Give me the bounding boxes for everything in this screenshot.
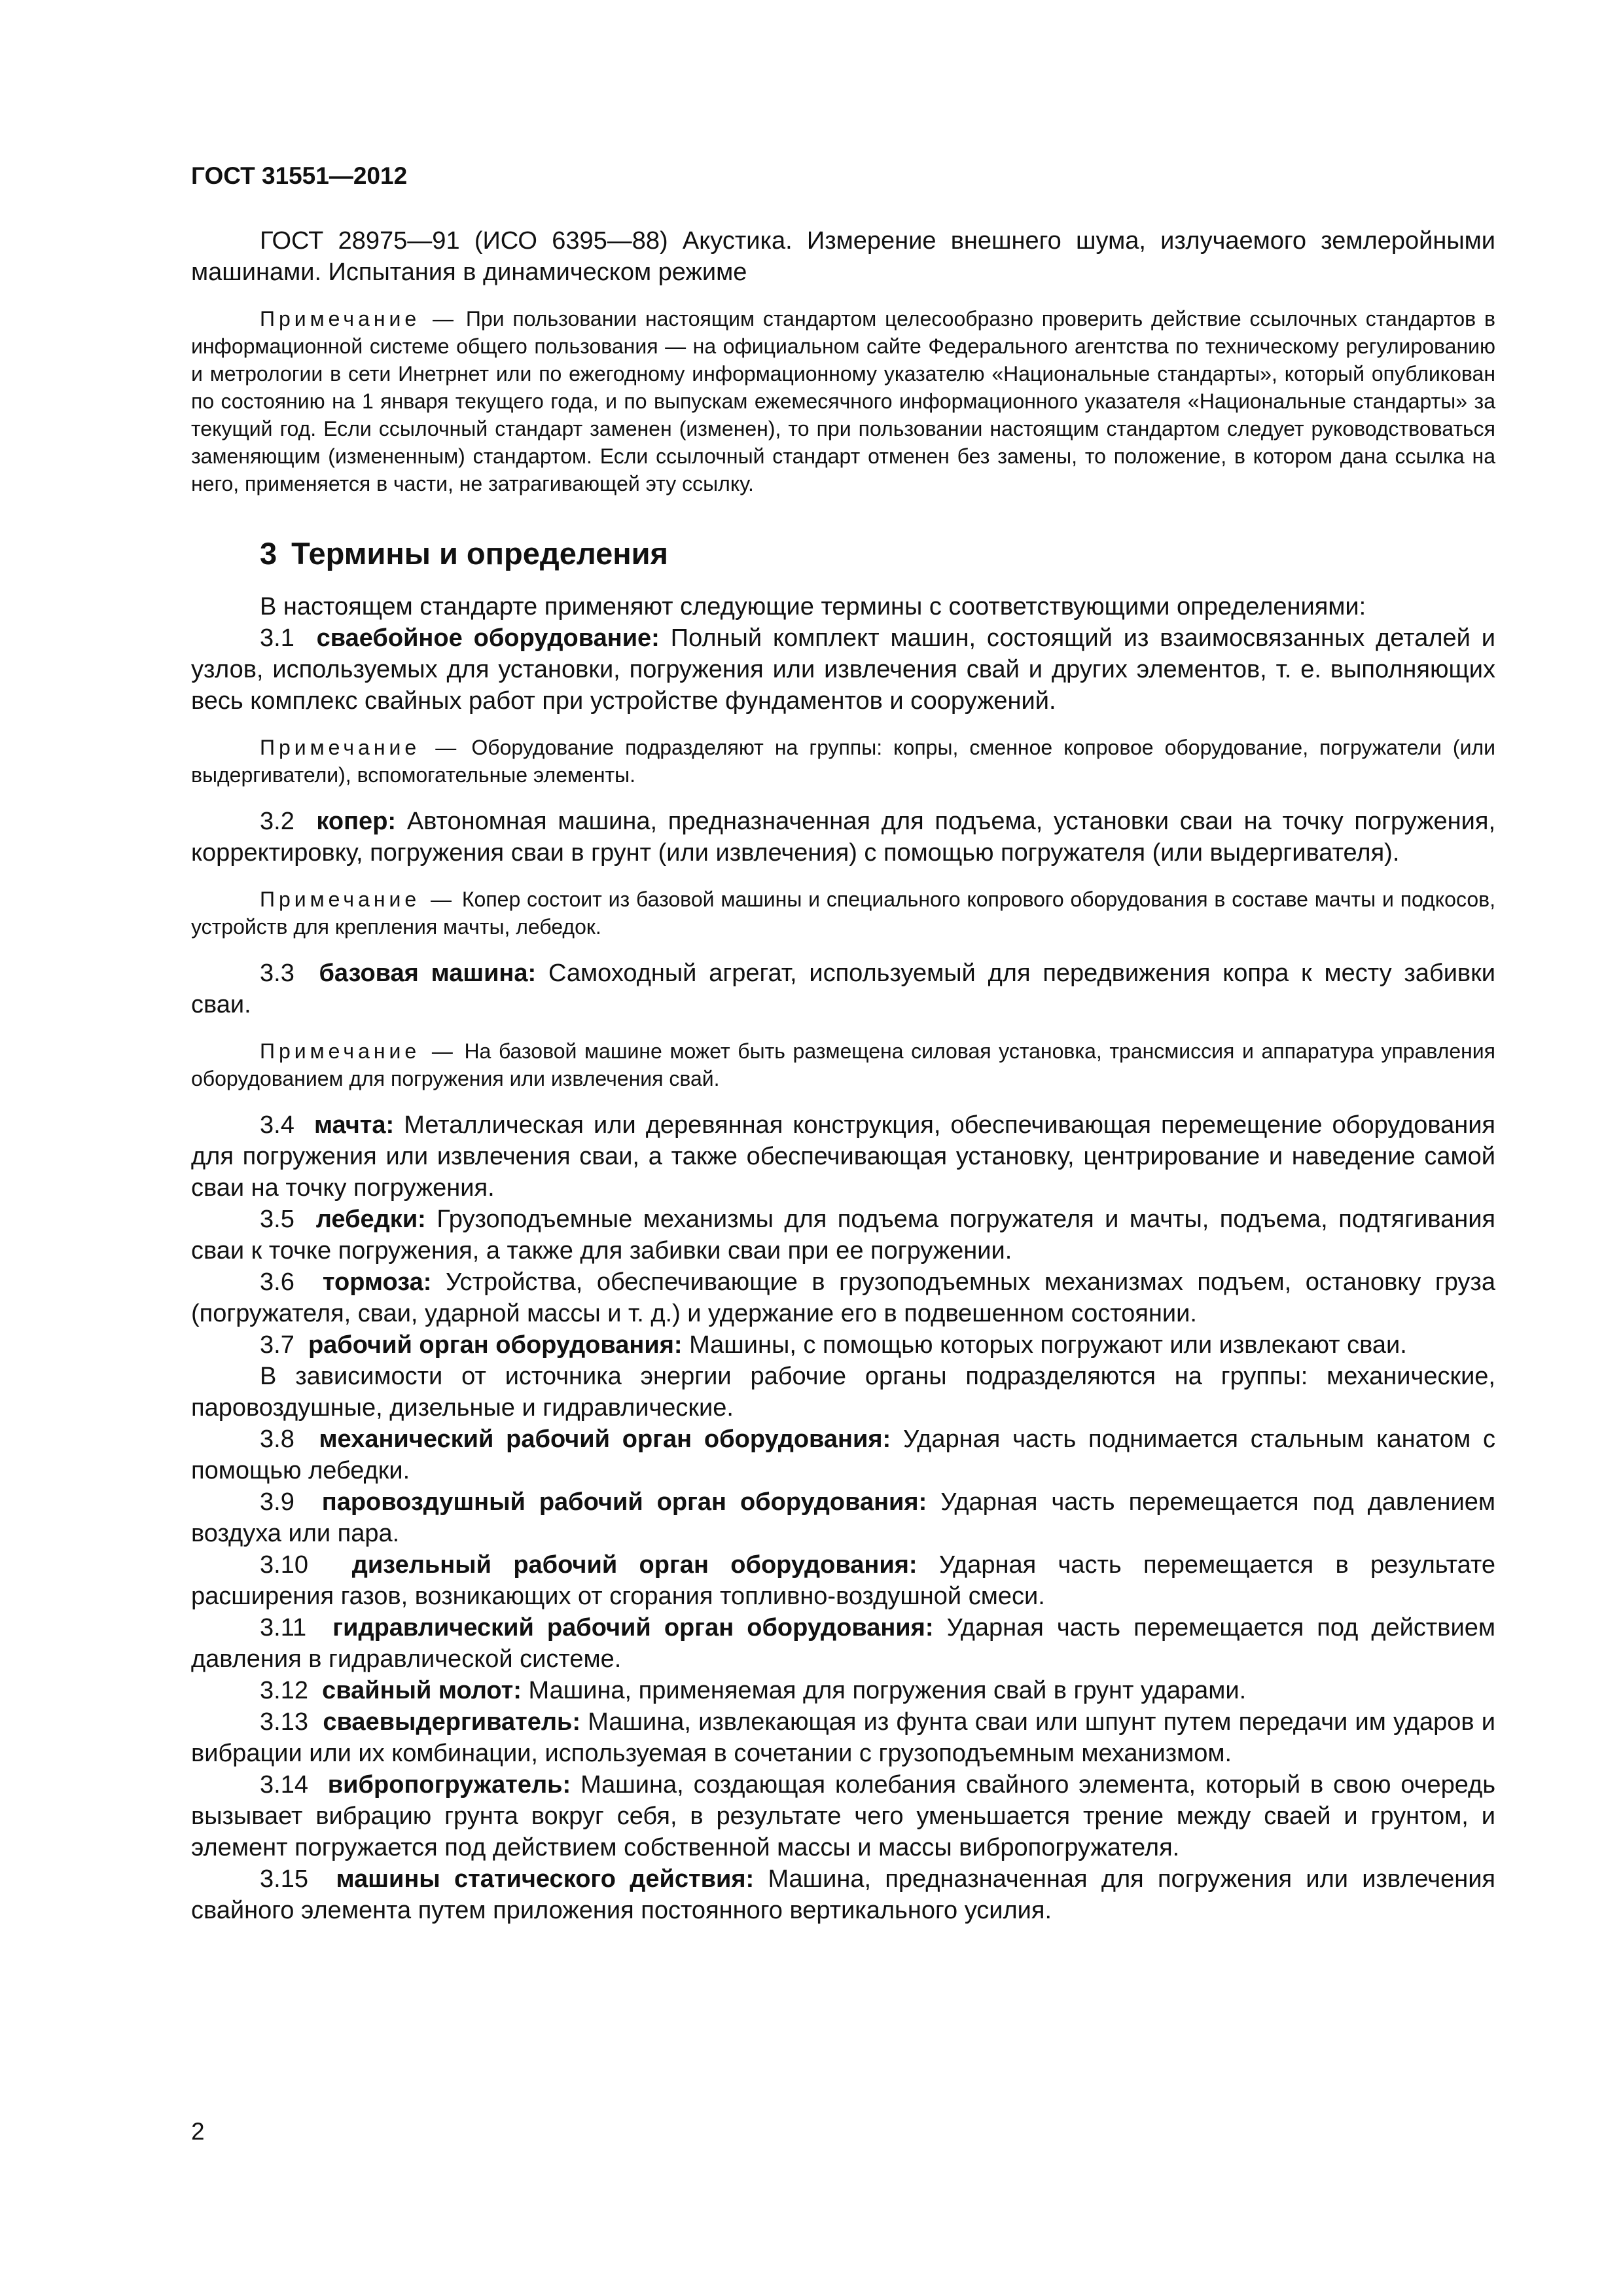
- term-3-7-groups: В зависимости от источника энергии рабочие органы подразделяются на группы: механические, паровоздушные, дизельные и гидравлические.: [191, 1363, 1495, 1422]
- note-text: При пользовании настоящим стандартом целесообразно проверить действие ссылочных стандартов в информационной системе общего пользования — на официальном сайте Федерального агентства по техническому регулированию и метрологии в сети Инетрнет или по ежегодному информационному указателю «Национальные стандарты», который опубликован по состоянию на 1 января текущего года, и по выпускам ежемесячного информационного указателя «Национальные стандарты» за текущий год. Если ссылочный стандарт заменен (изменен), то при пользовании настоящим стандартом следует руководствоваться заменяющим (измененным) стандартом. Если ссылочный стандарт отменен без замены, то положение, в котором дана ссылка на него, применяется в части, не затрагивающей эту ссылку.: [191, 307, 1495, 495]
- term-number: 3.10: [260, 1551, 308, 1579]
- term-3-14: [191, 1769, 1495, 1863]
- note-label: Примечание —: [260, 307, 458, 331]
- term-definition: Машина, создающая колебания свайного элемента, который в свою очередь вызывает вибрацию грунта вокруг себя, в результате чего уменьшается трение между сваей и грунтом, и элемент погружается под действием собственной массы и массы вибропогружателя.: [191, 1771, 1496, 1861]
- term-number: 3.8: [260, 1426, 294, 1453]
- term-definition: Металлическая или деревянная конструкция, обеспечивающая перемещение оборудования для погружения или извлечения сваи, а также обеспечивающая установку, центрирование и наведение самой сваи на точку погружения.: [191, 1111, 1496, 1202]
- term-3-12: [191, 1675, 1495, 1706]
- term-name: машины статического действия:: [336, 1865, 755, 1893]
- section-heading: [260, 535, 1495, 571]
- section-intro: В настоящем стандарте применяют следующие термины с соответствующими определениями:: [260, 593, 1366, 620]
- note-3-1: [191, 734, 1495, 789]
- term-number: 3.4: [260, 1111, 294, 1139]
- term-number: 3.13: [260, 1708, 308, 1736]
- term-definition: Машина, извлекающая из фунта сваи или шпунт путем передачи им ударов и вибрации или их комбинации, используемая в сочетании с грузоподъемным механизмом.: [191, 1708, 1495, 1767]
- term-name: дизельный рабочий орган оборудования:: [351, 1551, 918, 1579]
- note-text: На базовой машине может быть размещена силовая установка, трансмиссия и аппаратура управления оборудованием для погружения или извлечения свай.: [191, 1039, 1495, 1090]
- term-definition: Полный комплект машин, состоящий из взаимосвязанных деталей и узлов, используемых для установки, погружения или извлечения свай и других элементов, т. е. выполняющих весь комплекс свайных работ при устройстве фундаментов и сооружений.: [191, 624, 1495, 715]
- term-name: базовая машина:: [319, 960, 537, 987]
- term-definition: Ударная часть перемещается под давлением воздуха или пара.: [191, 1488, 1495, 1547]
- term-definition: Устройства, обеспечивающие в грузоподъемных механизмах подъем, остановку груза (погружателя, сваи, ударной массы и т. д.) и удержание его в подвешенном состоянии.: [191, 1268, 1495, 1327]
- term-number: 3.14: [260, 1771, 308, 1799]
- term-name: сваевыдергиватель:: [323, 1708, 581, 1736]
- term-name: тормоза:: [322, 1268, 432, 1296]
- term-number: 3.5: [260, 1206, 294, 1233]
- term-name: рабочий орган оборудования:: [308, 1331, 683, 1359]
- term-number: 3.6: [260, 1268, 294, 1296]
- term-3-3: [191, 958, 1495, 1020]
- term-3-9: [191, 1486, 1495, 1549]
- term-number: 3.1: [260, 624, 294, 652]
- term-number: 3.11: [260, 1614, 307, 1641]
- term-3-5: [191, 1204, 1495, 1266]
- term-name: свайный молот:: [322, 1677, 522, 1704]
- term-3-13: [191, 1706, 1495, 1769]
- term-name: лебедки:: [315, 1206, 426, 1233]
- document-body: [191, 225, 1495, 1926]
- term-number: 3.15: [260, 1865, 308, 1893]
- term-3-11: [191, 1612, 1495, 1675]
- term-3-1: [191, 622, 1495, 717]
- note-text: Оборудование подразделяют на группы: копры, сменное копровое оборудование, погружатели (или выдергиватели), вспомогательные элементы.: [191, 736, 1496, 787]
- term-name: паровоздушный рабочий орган оборудования:: [321, 1488, 927, 1516]
- term-name: мачта:: [313, 1111, 395, 1139]
- term-3-10: [191, 1549, 1495, 1612]
- term-number: 3.12: [260, 1677, 308, 1704]
- term-number: 3.2: [260, 808, 294, 835]
- term-definition: Ударная часть перемещается под действием давления в гидравлической системе.: [191, 1614, 1495, 1673]
- term-number: 3.7: [260, 1331, 294, 1359]
- term-3-8: [191, 1424, 1495, 1486]
- note-label: Примечание —: [260, 888, 456, 911]
- term-3-7: [191, 1329, 1495, 1361]
- section-number: 3: [260, 536, 277, 571]
- term-definition: Машина, применяемая для погружения свай в грунт ударами.: [528, 1677, 1247, 1704]
- note-label: Примечание —: [260, 736, 461, 759]
- reference-entry: ГОСТ 28975—91 (ИСО 6395—88) Акустика. Измерение внешнего шума, излучаемого землеройными машинами. Испытания в динамическом режиме: [191, 227, 1495, 286]
- page-number: 2: [191, 2118, 205, 2145]
- term-definition: Автономная машина, предназначенная для подъема, установки сваи на точку погружения, корректировку, погружения сваи в грунт (или извлечения) с помощью погружателя (или выдергивателя).: [191, 808, 1496, 867]
- term-3-4: [191, 1109, 1495, 1204]
- note-label: Примечание —: [260, 1039, 457, 1063]
- term-name: механический рабочий орган оборудования:: [319, 1426, 891, 1453]
- term-definition: Ударная часть поднимается стальным канатом с помощью лебедки.: [191, 1426, 1496, 1484]
- term-definition: Машины, с помощью которых погружают или извлекают сваи.: [689, 1331, 1407, 1359]
- term-name: гидравлический рабочий орган оборудования:: [332, 1614, 934, 1641]
- term-definition: Ударная часть перемещается в результате расширения газов, возникающих от сгорания топливно-воздушной смеси.: [191, 1551, 1496, 1610]
- note-references: [191, 305, 1495, 497]
- term-number: 3.9: [260, 1488, 294, 1516]
- note-3-3: [191, 1037, 1495, 1092]
- term-3-6: [191, 1266, 1495, 1329]
- term-definition: Самоходный агрегат, используемый для передвижения копра к месту забивки сваи.: [191, 960, 1495, 1018]
- term-name: вибропогружатель:: [327, 1771, 571, 1799]
- term-3-15: [191, 1863, 1495, 1926]
- note-3-2: [191, 886, 1495, 941]
- note-text: Копер состоит из базовой машины и специального копрового оборудования в составе мачты и подкосов, устройств для крепления мачты, лебедок.: [191, 888, 1496, 939]
- term-3-2: [191, 806, 1495, 869]
- term-name: копер:: [316, 808, 397, 835]
- term-number: 3.3: [260, 960, 294, 987]
- term-definition: Машина, предназначенная для погружения или извлечения свайного элемента путем приложения постоянного вертикального усилия.: [191, 1865, 1495, 1924]
- document-header: ГОСТ 31551—2012: [191, 162, 408, 189]
- term-name: сваебойное оборудование:: [316, 624, 660, 652]
- term-definition: Грузоподъемные механизмы для подъема погружателя и мачты, подъема, подтягивания сваи к точке погружения, а также для забивки сваи при ее погружении.: [191, 1206, 1496, 1265]
- section-title: Термины и определения: [291, 536, 668, 571]
